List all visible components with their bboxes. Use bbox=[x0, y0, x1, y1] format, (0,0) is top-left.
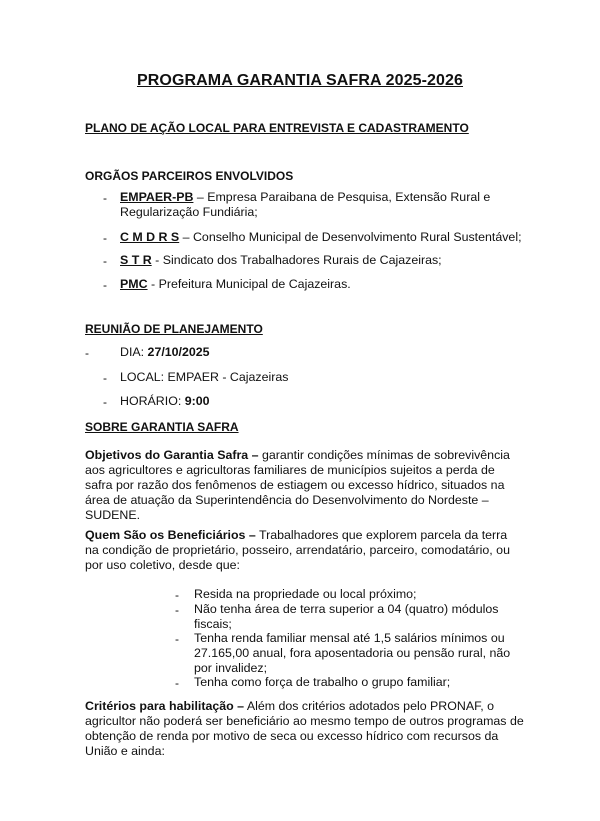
sobre-heading: SOBRE GARANTIA SAFRA bbox=[85, 420, 239, 434]
dia-label: DIA: bbox=[120, 345, 148, 359]
orgao-abbr: PMC bbox=[120, 277, 148, 291]
text-line: Tenha como força de trabalho o grupo familiar; bbox=[194, 675, 451, 689]
reuniao-horario bbox=[120, 394, 210, 409]
text-line: obtenção de renda por motivo de seca ou excesso hídrico com recursos da bbox=[85, 729, 499, 743]
text-line: na condição de proprietário, posseiro, arrendatário, parceiro, comodatário, ou bbox=[85, 543, 510, 557]
beneficiarios-paragraph bbox=[85, 528, 525, 573]
requisito-item bbox=[194, 602, 498, 632]
orgao-abbr: S T R bbox=[120, 253, 152, 267]
orgao-text: Conselho Municipal de Desenvolvimento Rural Sustentável; bbox=[192, 230, 522, 244]
horario-label: HORÁRIO: bbox=[120, 394, 185, 408]
text-line: agricultor não poderá ser beneficiário ao mesmo tempo de outros programas de bbox=[85, 714, 524, 728]
orgao-abbr: EMPAER-PB bbox=[120, 190, 194, 204]
separator: – bbox=[179, 230, 193, 244]
text-line: por uso coletivo, desde que: bbox=[85, 558, 240, 572]
list-dash: - bbox=[103, 278, 107, 292]
text-line: garantir condições mínimas de sobrevivência bbox=[258, 448, 510, 462]
list-dash: - bbox=[175, 632, 179, 646]
orgao-text: Empresa Paraibana de Pesquisa, Extensão Rural e bbox=[207, 190, 491, 204]
objetivos-paragraph bbox=[85, 448, 525, 523]
orgao-text: Sindicato dos Trabalhadores Rurais de Cajazeiras; bbox=[162, 253, 442, 267]
horario-value: 9:00 bbox=[184, 394, 210, 408]
orgao-item bbox=[120, 230, 522, 245]
orgao-text-cont: Regularização Fundiária; bbox=[120, 205, 258, 219]
text-line: Além dos critérios adotados pelo PRONAF, o bbox=[244, 699, 495, 713]
reuniao-local: LOCAL: EMPAER - Cajazeiras bbox=[120, 370, 289, 384]
list-dash: - bbox=[103, 191, 107, 205]
text-line: Não tenha área de terra superior a 04 (quatro) módulos bbox=[194, 602, 499, 616]
criterios-label: Critérios para habilitação – bbox=[85, 699, 245, 713]
separator: – bbox=[193, 190, 208, 204]
criterios-paragraph bbox=[85, 699, 525, 759]
reuniao-heading: REUNIÃO DE PLANEJAMENTO bbox=[85, 322, 263, 336]
text-line: Resida na propriedade ou local próximo; bbox=[194, 587, 417, 601]
reuniao-dia bbox=[120, 345, 210, 360]
text-line: Tenha renda familiar mensal até 1,5 salários mínimos ou bbox=[194, 631, 505, 645]
text-line: safra por razão dos fenômenos de estiagem ou excesso hídrico, situados na bbox=[85, 478, 505, 492]
text-line: área de atuação da Superintendência do Desenvolvimento do Nordeste – bbox=[85, 493, 489, 507]
orgao-abbr: C M D R S bbox=[120, 230, 180, 244]
text-line: aos agricultores e agricultoras familiares de municípios sujeitos a perda de bbox=[85, 463, 495, 477]
text-line: fiscais; bbox=[194, 617, 232, 631]
requisito-item bbox=[194, 587, 416, 602]
separator: - bbox=[151, 253, 163, 267]
objetivos-label: Objetivos do Garantia Safra – bbox=[85, 448, 259, 462]
plano-heading: PLANO DE AÇÃO LOCAL PARA ENTREVISTA E CADASTRAMENTO bbox=[85, 121, 469, 135]
text-line: 27.165,00 anual, fora aposentadoria ou pensão rural, não bbox=[194, 646, 511, 660]
text-line: Trabalhadores que explorem parcela da terra bbox=[255, 528, 508, 542]
orgao-item bbox=[120, 277, 351, 292]
list-dash: - bbox=[175, 676, 179, 690]
text-line: SUDENE. bbox=[85, 508, 141, 522]
dia-value: 27/10/2025 bbox=[147, 345, 210, 359]
document-title: PROGRAMA GARANTIA SAFRA 2025-2026 bbox=[136, 72, 464, 89]
orgaos-heading: ORGÃOS PARCEIROS ENVOLVIDOS bbox=[85, 169, 294, 183]
separator: - bbox=[147, 277, 159, 291]
list-dash: - bbox=[85, 346, 89, 360]
list-dash: - bbox=[103, 371, 107, 385]
requisito-item bbox=[194, 631, 510, 676]
list-dash: - bbox=[103, 395, 107, 409]
list-dash: - bbox=[175, 588, 179, 602]
text-line: por invalidez; bbox=[194, 661, 268, 675]
orgao-item bbox=[120, 253, 442, 268]
list-dash: - bbox=[103, 254, 107, 268]
orgao-text: Prefeitura Municipal de Cajazeiras. bbox=[158, 277, 351, 291]
orgao-item bbox=[120, 190, 490, 220]
requisito-item bbox=[194, 675, 450, 690]
list-dash: - bbox=[103, 231, 107, 245]
list-dash: - bbox=[175, 603, 179, 617]
beneficiarios-label: Quem São os Beneficiários – bbox=[85, 528, 256, 542]
text-line: União e ainda: bbox=[85, 744, 165, 758]
